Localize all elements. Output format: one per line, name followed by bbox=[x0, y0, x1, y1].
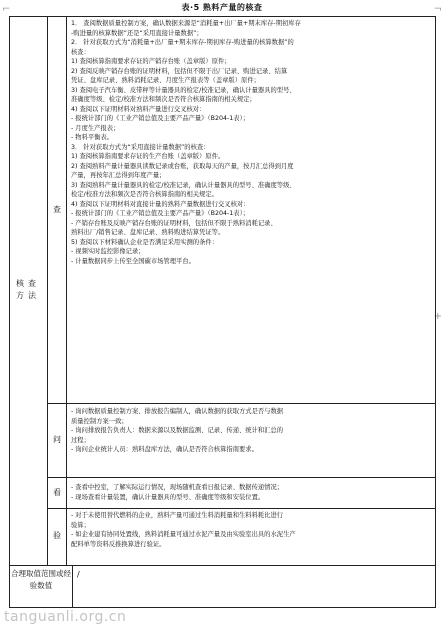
review-line: 1． 查阅数据质量控制方案，确认数据来源是“消耗量+出厂量+期末库存-期初库存 bbox=[71, 20, 301, 27]
review-line: -购进量的核算数据”还是“采用直接计量数据”； bbox=[71, 29, 203, 37]
review-line: - 计量数据同步上传至全国碳市场管理平台。 bbox=[71, 257, 195, 265]
verify-label: 验 bbox=[53, 531, 61, 540]
review-line: - 视频实时监控影像记录； bbox=[71, 248, 145, 255]
see-line: - 查看中控室，了解实际运行情况，现场随机查看日报记录、数据传递情况； bbox=[71, 484, 284, 491]
corner-mark-top-left: ⌐ bbox=[2, 4, 11, 15]
review-line: 凭证、盘库记录、熟料消耗记录、月度生产报表等（盖章版）原件； bbox=[71, 77, 260, 84]
ask-line: 过程； bbox=[71, 436, 90, 444]
row-divider-ask bbox=[47, 477, 436, 478]
review-line: 3． 针对获取方式为“采用直接计量数据”的核查： bbox=[71, 143, 210, 151]
row-divider-see bbox=[47, 508, 436, 509]
verify-line: - 对于未使用替代燃料的企业，熟料产量可通过生料消耗量和生料料耗比进行 bbox=[71, 512, 284, 519]
watermark: tanguanli.org.cn bbox=[4, 609, 127, 625]
alt-range-label: 合理取值范围或经验数值 bbox=[11, 569, 71, 590]
see-label: 看 bbox=[53, 488, 61, 497]
review-line: 产量，再按年汇总得到年度产量； bbox=[71, 172, 166, 179]
review-line: 1) 查阅核算指南要求存证的生产台账（盖章版）原件。 bbox=[71, 153, 225, 160]
verify-line: 配料单等资料反推换算进行验证。 bbox=[71, 540, 166, 548]
ask-content bbox=[71, 407, 433, 477]
ask-label: 问 bbox=[53, 435, 61, 444]
see-line: - 现场查看计量装置，确认计量器具的型号、准确度等级和安装位置。 bbox=[71, 493, 265, 501]
row-divider-review bbox=[47, 403, 436, 404]
side-mark-right: + bbox=[433, 311, 442, 322]
review-line: 准确度等级、检定/校准方法和频次是否符合核算指南的相关规定； bbox=[71, 96, 256, 103]
verify-line: - 如企业建有协同处置线，熟料消耗量可通过水泥产量及由实验室出具的水泥生产 bbox=[71, 531, 296, 538]
review-line: 2． 针对获取方式为“消耗量+出厂量+期末库存-期初库存-购进量的核算数据”的 bbox=[71, 39, 294, 46]
review-line: 2) 查阅反映产销存台账的证明材料，包括但不限于出厂记录、购进记录、结算 bbox=[71, 67, 288, 75]
review-line: 核查： bbox=[71, 48, 90, 56]
review-content bbox=[71, 19, 433, 402]
see-content bbox=[71, 483, 433, 507]
col-divider-alt bbox=[72, 565, 73, 608]
table-title: 表·5 熟料产量的核查 bbox=[181, 3, 263, 12]
review-line: 熟料出厂/销售记录、盘库记录、熟料购进结算凭证等。 bbox=[71, 229, 225, 236]
review-line: - 产销存台账及反映产销存台账的证明材料，包括但不限于熟料消耗记录、 bbox=[71, 219, 277, 227]
review-line: 3) 查阅电子汽车衡、皮带秤等计量器具的检定/校准记录，确认计量器具的型号、 bbox=[71, 86, 296, 94]
review-line: - 报统计部门的《工业产销总值及主要产品产量》（B204-1表）； bbox=[71, 210, 250, 217]
ask-line: - 询问排放报告负责人：数据来源以及数据监测、记录、传递、统计和汇总的 bbox=[71, 427, 284, 434]
col-divider-2 bbox=[66, 16, 67, 565]
review-line: - 月度生产报表； bbox=[71, 124, 120, 132]
ask-line: - 询问企业统计人员：熟料盘库方法，确认是否符合核算指南要求。 bbox=[71, 446, 258, 453]
review-line: - 物料平衡表。 bbox=[71, 134, 114, 141]
review-line: 3) 查阅熟料产量计量器具的检定/校准记录，确认计量器具的型号、准确度等级、 bbox=[71, 181, 296, 189]
review-line: 检定/校准方法和频次是否符合核算指南的相关规定。 bbox=[71, 191, 218, 198]
col-divider-1 bbox=[47, 16, 48, 565]
ask-line: 质量控制方案一致； bbox=[71, 417, 128, 425]
verify-content bbox=[71, 511, 433, 563]
approach-label: 核查方法 bbox=[16, 279, 40, 300]
ask-line: - 询问数据质量控制方案、排放报告编制人，确认数据的获取方式是否与数据 bbox=[71, 408, 284, 415]
review-line: 2) 查阅熟料产量计量器具读数记录或台账，获取每天的产量，按月汇总得到月度 bbox=[71, 162, 294, 170]
review-line: - 报统计部门的《工业产销总值及主要产品产量》（B204-1表）； bbox=[71, 115, 250, 122]
alt-range-value: / bbox=[77, 570, 80, 579]
verify-line: 验算； bbox=[71, 521, 90, 529]
row-divider-verify bbox=[9, 565, 436, 566]
review-line: 4) 查阅以下证明材料对直接计量的熟料产量数据进行交叉核对： bbox=[71, 200, 250, 208]
review-line: 4) 查阅以下证明材料对熟料产量进行交叉核对： bbox=[71, 105, 206, 113]
review-line: 5) 查阅以下材料确认企业是否满足采用实测的条件： bbox=[71, 238, 218, 246]
review-line: 1) 查阅核算指南要求存证的产销存台账（盖章版）原件； bbox=[71, 58, 231, 65]
corner-mark-top-right: ¬ bbox=[433, 4, 442, 15]
review-label: 查 bbox=[53, 205, 61, 214]
